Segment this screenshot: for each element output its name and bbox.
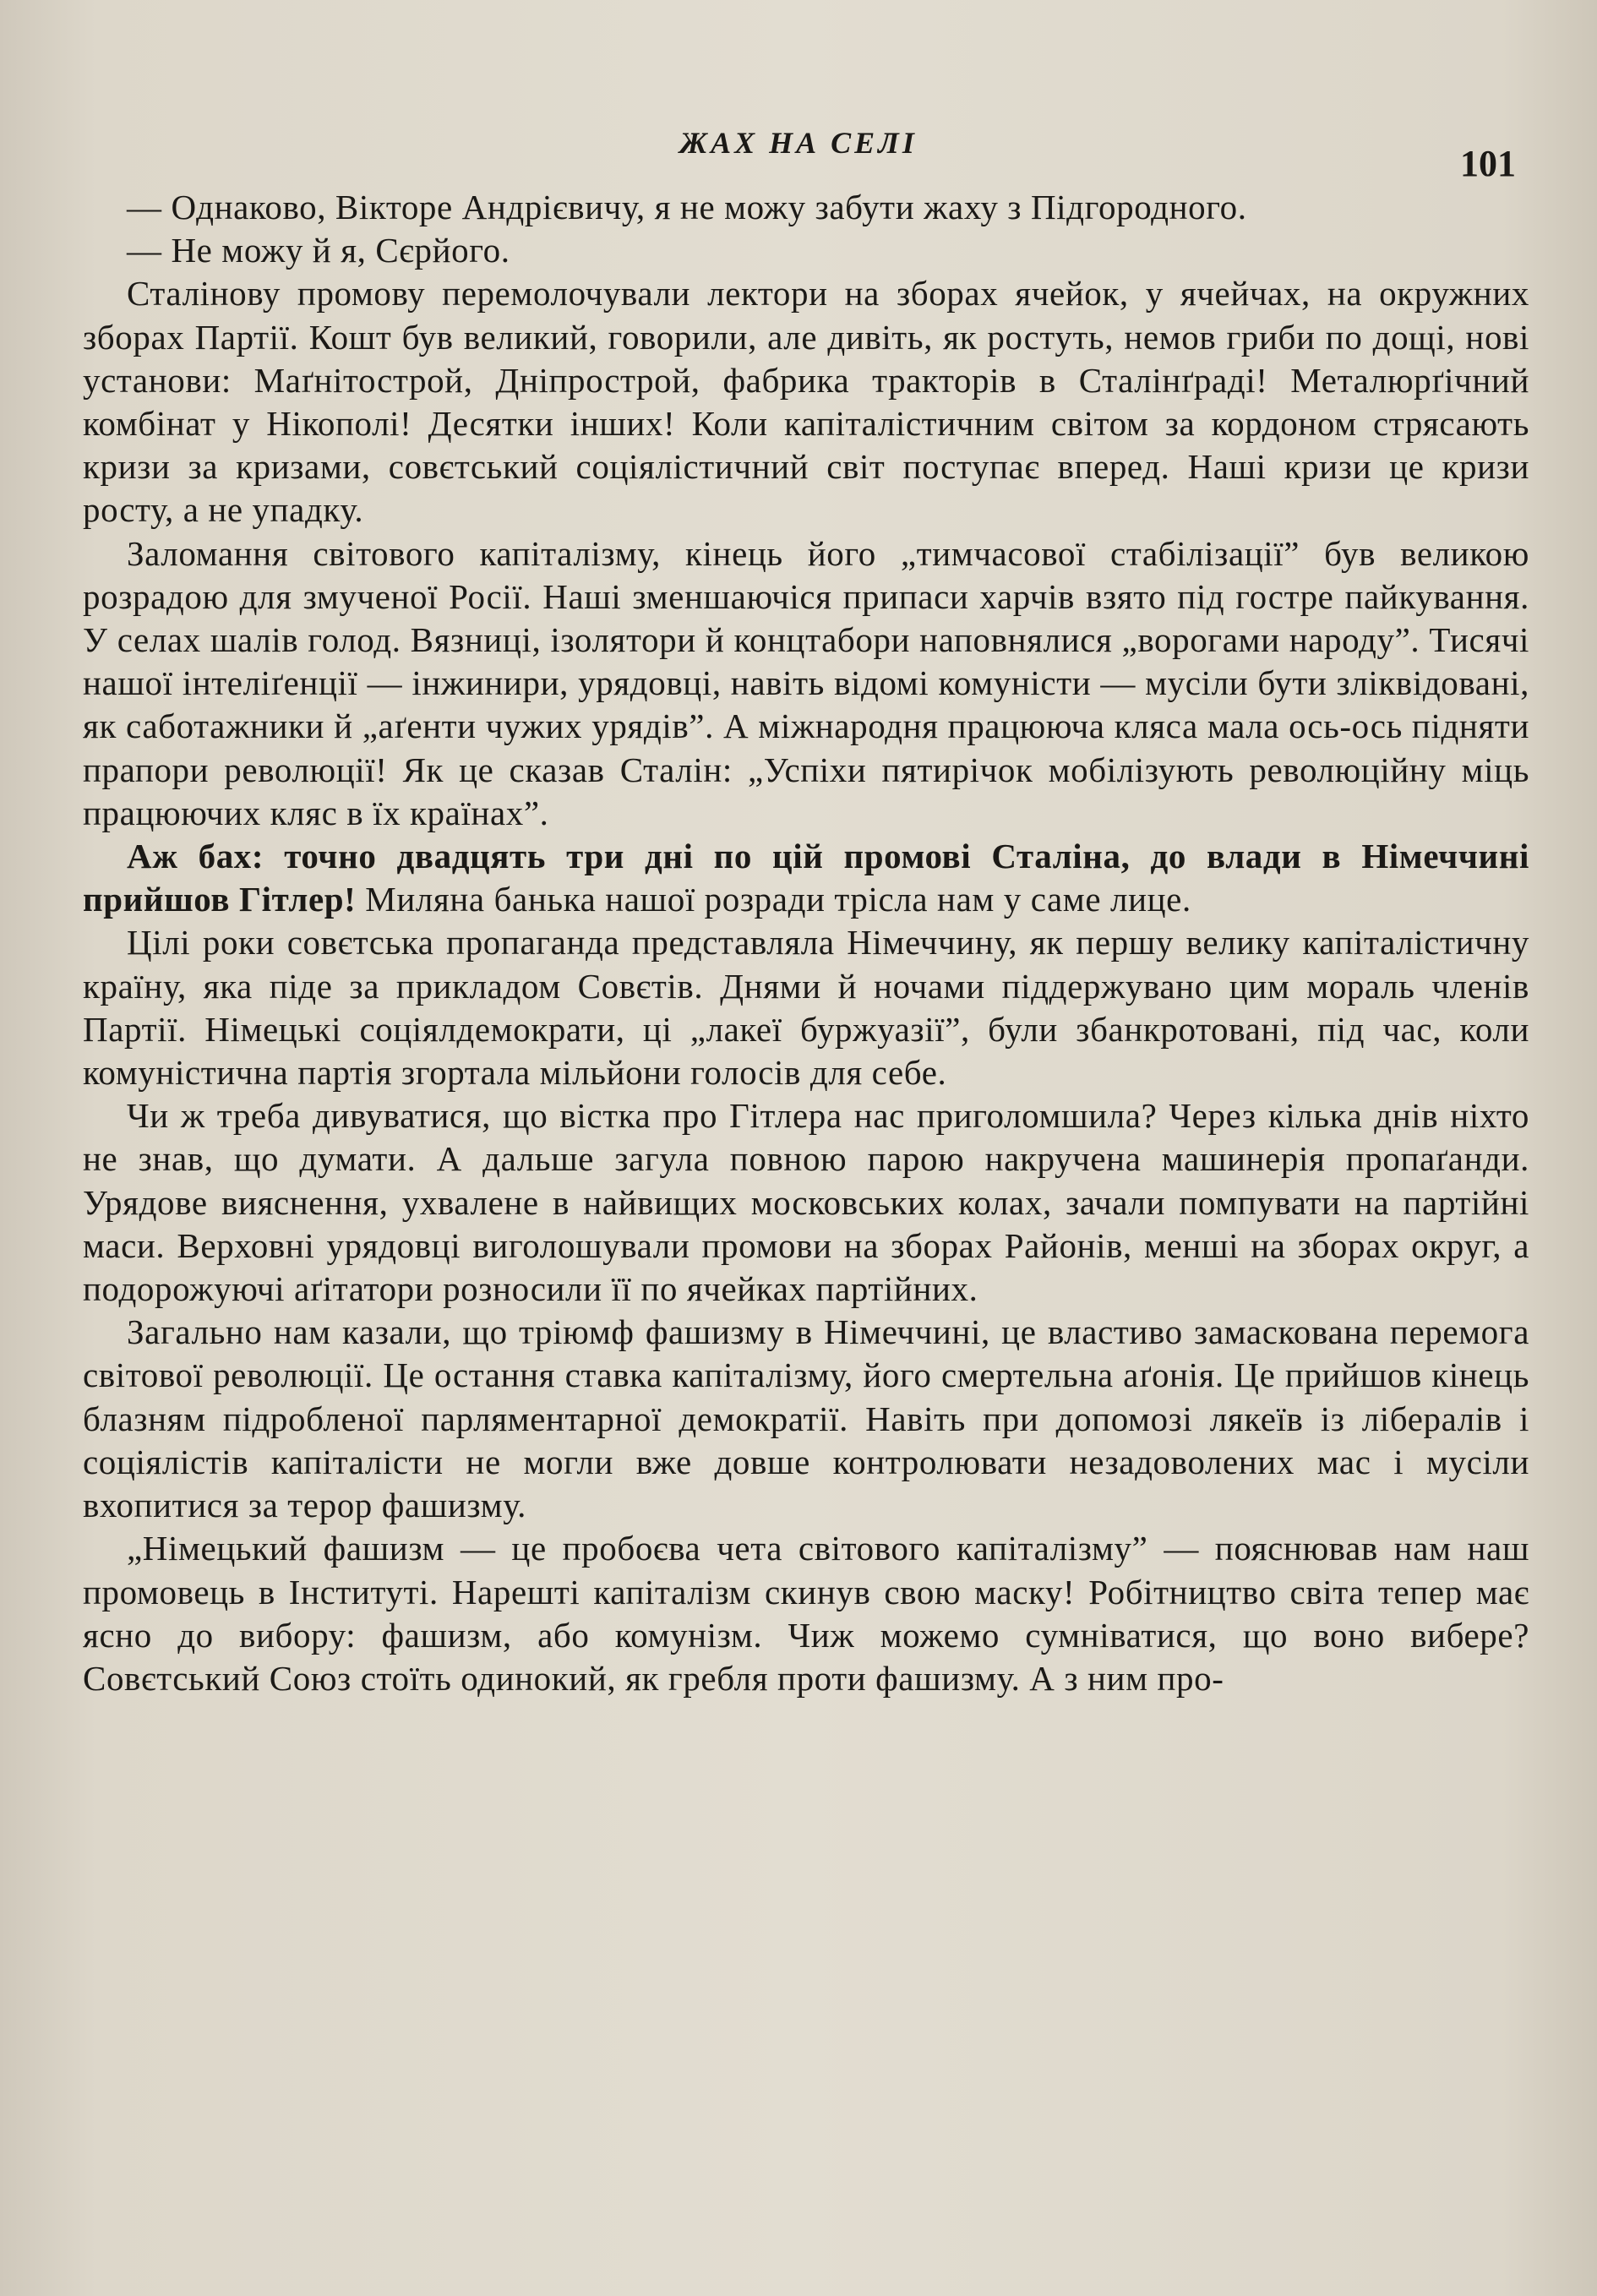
running-head: ЖАХ НА СЕЛІ [679,126,918,160]
paragraph-fascism-triumph: Загально нам казали, що тріюмф фашизму в Німеччині, це властиво замаскована перемога світової революції. Це остання ставка капіталізму, його смертельна аґонія. Це прийшов кінець блазням підробленої парляментарної демократії. Навіть при допомозі лякеїв із лібералів і соціялістів капіталісти не могли вже довше контролювати незадоволених мас і мусіли вхопитися за терор фашизму. [83,1312,1529,1525]
bold-emphasis: Аж бах: точно двадцять три дні по цій промові Сталіна, до влади в Німеччині прийшов Гітлер! [83,837,1529,919]
paragraph-capitalism-collapse: Заломання світового капіталізму, кінець його „тимчасової стабілізації” був великою розрадою для змученої Росії. Наші зменшаючіся припаси харчів взято під гостре пайкування. У селах шалів голод. Вязниці, ізолятори й концтабори наповнялися „ворогами народу”. Тисячі нашої інтеліґенції — інжинири, урядовці, навіть відомі комуністи — мусіли бути зліквідовані, як саботажники й „аґенти чужих урядів”. А міжнародня працююча кляса мала ось-ось підняти прапори революції! Як це сказав Сталін: „Успіхи пятирічок мобілізують революційну міць працюючих кляс в їх країнах”. [83,533,1529,832]
paragraph-news-shock: Чи ж треба дивуватися, що вістка про Гітлера нас приголомшила? Через кілька днів ніхто не знав, що думати. А дальше загула повною парою накручена машинерія пропаґанди. Урядове вияснення, ухвалене в найвищих московських колах, зачали помпувати на партійні маси. Верховні урядовці виголошували промови на зборах Районів, менші на зборах округ, а подорожуючі аґітатори розносили її по ячейках партійних. [83,1096,1529,1309]
paragraph-propaganda-germany: Цілі роки совєтська пропаганда представляла Німеччину, як першу велику капіталістичну країну, яка піде за прикладом Совєтів. Днями й ночами піддержувано цим мораль членів Партії. Німецькі соціялдемократи, ці „лакеї буржуазії”, були збанкротовані, під час, коли комуністична партія згортала мільйони голосів для себе. [83,923,1529,1093]
page-number: 101 [1460,143,1516,184]
paragraph-hitler [83,835,1529,921]
paragraph-dialogue-1: — Однаково, Вікторе Андрієвичу, я не можу забути жаху з Підгородного. [127,188,1247,226]
paragraph-german-fascism: „Німецький фашизм — це пробоєва чета світового капіталізму” — пояснював нам наш промовець в Інституті. Нарешті капіталізм скинув свою маску! Робітництво світа тепер має ясно до вибору: фашизм, або комунізм. Чиж можемо сумніватися, що воно вибере? Совєтський Союз стоїть одинокий, як гребля проти фашизму. А з ним про- [83,1529,1529,1698]
body-text [83,186,1529,1700]
paragraph-stalin-speech: Сталінову промову перемолочували лектори на зборах ячейок, у ячейчах, на окружних зборах Партії. Кошт був великий, говорили, але дивіть, як ростуть, немов гриби по дощі, нові установи: Маґнітострой, Дніпрострой, фабрика тракторів в Сталінґраді! Металюрґічний комбінат у Нікополі! Десятки інших! Коли капіталістичним світом за кордоном стрясають кризи за кризами, совєтський соціялістичний світ поступає вперед. Наші кризи це кризи росту, а не упадку. [83,274,1529,530]
paragraph-hitler-rest: Миляна банька нашої розради трісла нам у саме лице. [356,880,1191,919]
paragraph-dialogue-2: — Не можу й я, Сєрйого. [127,231,510,270]
